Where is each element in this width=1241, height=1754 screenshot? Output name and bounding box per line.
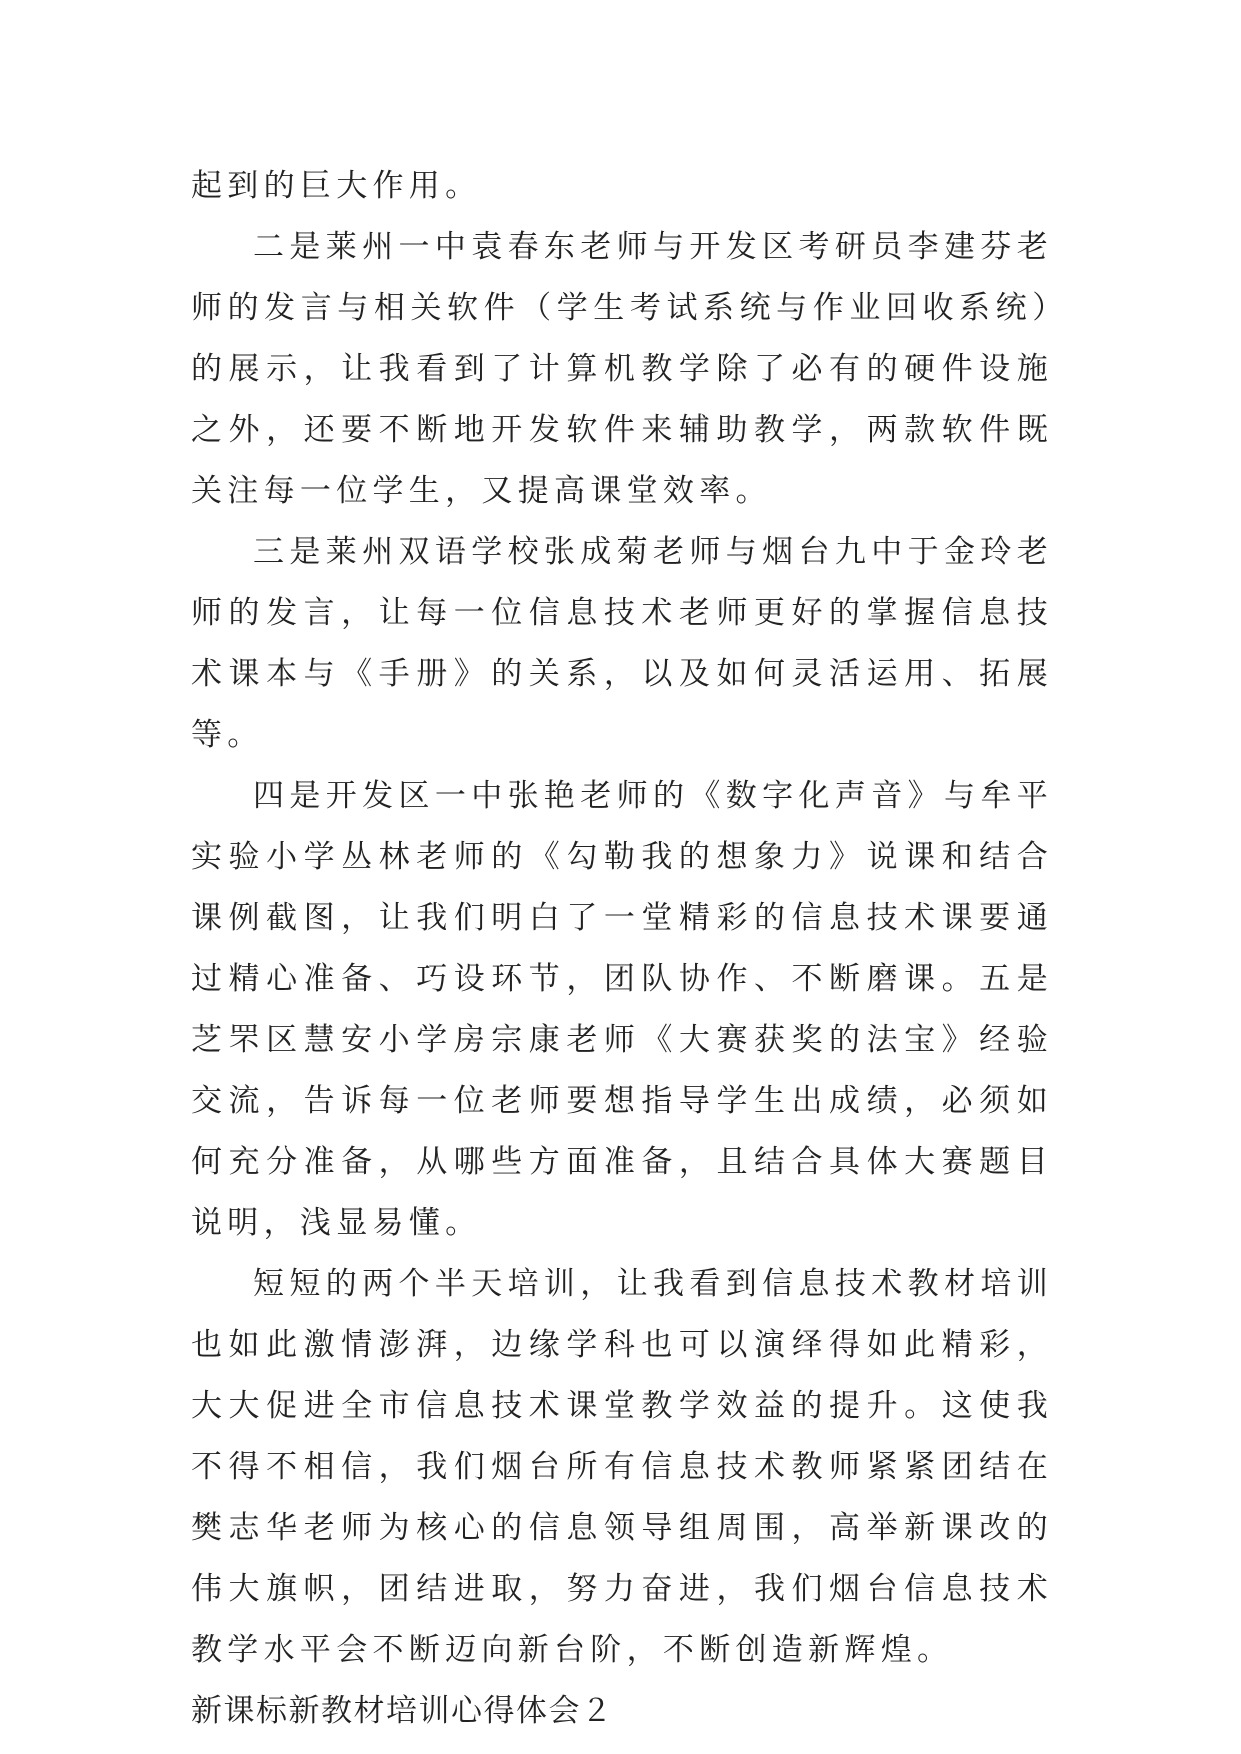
document-body [191,156,1053,1742]
paragraph-point-two: 二是莱州一中袁春东老师与开发区考研员李建芬老师的发言与相关软件（学生考试系统与作业回收系统）的展示，让我看到了计算机教学除了必有的硬件设施之外，还要不断地开发软件来辅助教学，两款软件既关注每一位学生，又提高课堂效率。 [191,229,1053,509]
paragraph-conclusion: 短短的两个半天培训，让我看到信息技术教材培训也如此激情澎湃，边缘学科也可以演绎得如此精彩，大大促进全市信息技术课堂教学效益的提升。这使我不得不相信，我们烟台所有信息技术教师紧紧团结在樊志华老师为核心的信息领导组周围，高举新课改的伟大旗帜，团结进取，努力奋进，我们烟台信息技术教学水平会不断迈向新台阶，不断创造新辉煌。 [191,1266,1053,1668]
paragraph-continuation: 起到的巨大作用。 [191,168,482,204]
paragraph-point-four-five: 四是开发区一中张艳老师的《数字化声音》与牟平实验小学丛林老师的《勾勒我的想象力》说课和结合课例截图，让我们明白了一堂精彩的信息技术课要通过精心准备、巧设环节，团队协作、不断磨课。五是芝罘区慧安小学房宗康老师《大赛获奖的法宝》经验交流，告诉每一位老师要想指导学生出成绩，必须如何充分准备，从哪些方面准备，且结合具体大赛题目说明，浅显易懂。 [191,778,1053,1241]
paragraph-point-three: 三是莱州双语学校张成菊老师与烟台九中于金玲老师的发言，让每一位信息技术老师更好的掌握信息技术课本与《手册》的关系，以及如何灵活运用、拓展等。 [191,534,1053,753]
section-heading: 新课标新教材培训心得体会２ [191,1693,614,1729]
